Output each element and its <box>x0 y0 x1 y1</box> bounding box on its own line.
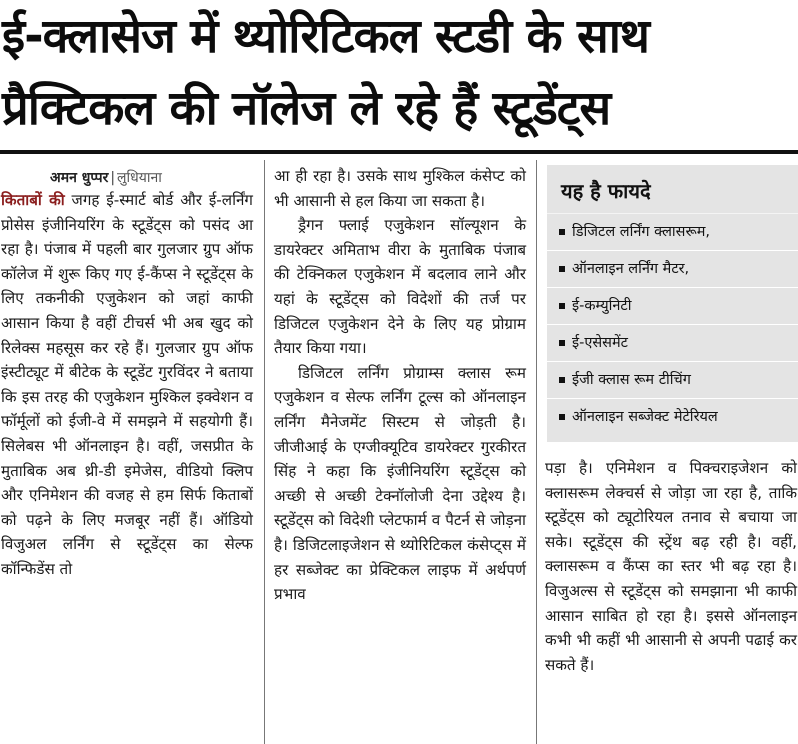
article-column-1 <box>1 188 253 582</box>
byline <box>50 168 162 187</box>
article-column-3 <box>545 456 797 677</box>
column-divider-2 <box>536 160 537 744</box>
bullet-icon <box>559 266 565 272</box>
benefit-item <box>547 324 798 361</box>
benefit-item <box>547 287 798 324</box>
column-1-text: जगह ई-स्मार्ट बोर्ड और ई-लर्निंग प्रोसेस इंजीनियरिंग के स्टूडेंट्स को पसंद आ रहा है। पंजाब में पहली बार गुलजार ग्रुप ऑफ कॉलेज में शुरू किए गए ई-कैंप्स ने स्टूडेंट्स के लिए तकनीकी एजुकेशन को जहां काफी आसान किया है वहीं टीचर्स भी अब खुद को रिलेक्स महसूस कर रहे हैं। गुलजार ग्रुप ऑफ इंस्टीट्यूट में बीटेक के स्टूडेंट गुरविंदर ने बताया कि इस तरह की एजुकेशन मुश्किल इक्वेशन व फॉर्मूलों को ईजी-वे में समझने में सहयोगी हैं। सिलेबस भी ऑनलाइन है। वहीं, जसप्रीत के मुताबिक अब थ्री-डी इमेजेस, वीडियो क्लिप और एनिमेशन की वजह से हम सिर्फ किताबों को पढ़ने के लिए मजबूर नहीं हैं। ऑडियो विजुअल लर्निंग से स्टूडेंट्स का सेल्फ कॉन्फिडेंस तो <box>1 191 253 578</box>
benefit-text: डिजिटल लर्निंग क्लासरूम, <box>572 224 711 240</box>
benefit-item <box>547 398 798 435</box>
bullet-icon <box>559 303 565 309</box>
benefit-text: ई-कम्युनिटी <box>572 298 632 314</box>
article-paragraph <box>1 188 253 582</box>
column-divider-1 <box>264 160 265 744</box>
benefit-text: ई-एसेसमेंट <box>572 335 628 351</box>
article-column-2 <box>274 164 526 607</box>
benefit-item <box>547 250 798 287</box>
benefits-title: यह है फायदे <box>561 179 651 203</box>
bullet-icon <box>559 414 565 420</box>
article-paragraph-3: डिजिटल लर्निंग प्रोग्राम्स क्लास रूम एजुकेशन व सेल्फ लर्निंग टूल्स को ऑनलाइन लर्निंग मैनेजमेंट सिस्टम से जोड़ती है। जीजीआई के एग्जीक्यूटिव डायरेक्टर गुरकीरत सिंह ने कहा कि इंजीनियरिंग स्टूडेंट्स को अच्छी से अच्छी टेक्नॉलोजी देना उद्देश्य है। स्टूडेंट्स को विदेशी प्लेटफार्म व पैटर्न से जोड़ना है। डिजिटलाइजेशन से थ्योरिटिकल कंसेप्ट्स में हर सब्जेक्ट का प्रेक्टिकल लाइफ में अर्थपर्ण प्रभाव <box>274 363 526 604</box>
byline-city: लुधियाना <box>117 170 162 186</box>
benefit-text: ऑनलाइन लर्निंग मैटर, <box>572 261 690 277</box>
benefit-text: ऑनलाइन सब्जेक्ट मेटेरियल <box>572 409 718 425</box>
benefit-item <box>547 361 798 398</box>
bullet-icon <box>559 229 565 235</box>
benefits-box <box>547 165 798 442</box>
benefit-text: ईजी क्लास रूम टीचिंग <box>572 372 691 388</box>
lead-words: किताबों की <box>1 191 65 209</box>
byline-author: अमन धुप्पर <box>50 170 109 186</box>
headline-rule <box>0 150 798 154</box>
article-paragraph: पड़ा है। एनिमेशन व पिक्चराइजेशन को क्लासरूम लेक्चर्स से जोड़ा जा रहा है, ताकि स्टूडेंट्स को ट्यूटोरियल तनाव से बचाया जा सके। स्टूडेंट्स की स्ट्रेंथ बढ़ रही है। वहीं, क्लासरूम व कैंप्स का स्तर भी बढ़ रहा है। विजुअल्स से स्टूडेंट्स को समझाना भी काफी आसान साबित हो रहा है। इससे ऑनलाइन कभी भी कहीं भी आसानी से अपनी पढाई कर सकते हैं। <box>545 459 797 674</box>
headline-line-2: प्रैक्टिकल की नॉलेज ले रहे हैं स्टूडेंट्स <box>2 81 611 136</box>
article-paragraph-2: ड्रैगन फ्लाई एजुकेशन सॉल्यूशन के डायरेक्टर अमिताभ वीरा के मुताबिक पंजाब की टेक्निकल एजुकेशन में बदलाव लाने और यहां के स्टूडेंट्स को विदेशों की तर्ज पर डिजिटल एजुकेशन देने के लिए यह प्रोग्राम तैयार किया गया। <box>274 216 526 358</box>
benefit-item <box>547 213 798 250</box>
headline-line-1: ई-क्लासेज में थ्योरिटिकल स्टडी के साथ <box>2 9 649 64</box>
bullet-icon <box>559 377 565 383</box>
bullet-icon <box>559 340 565 346</box>
benefits-list <box>547 213 798 435</box>
article-paragraph-1: आ ही रहा है। उसके साथ मुश्किल कंसेप्ट को भी आसानी से हल किया जा सकता है। <box>274 167 526 210</box>
byline-separator: | <box>110 170 116 186</box>
